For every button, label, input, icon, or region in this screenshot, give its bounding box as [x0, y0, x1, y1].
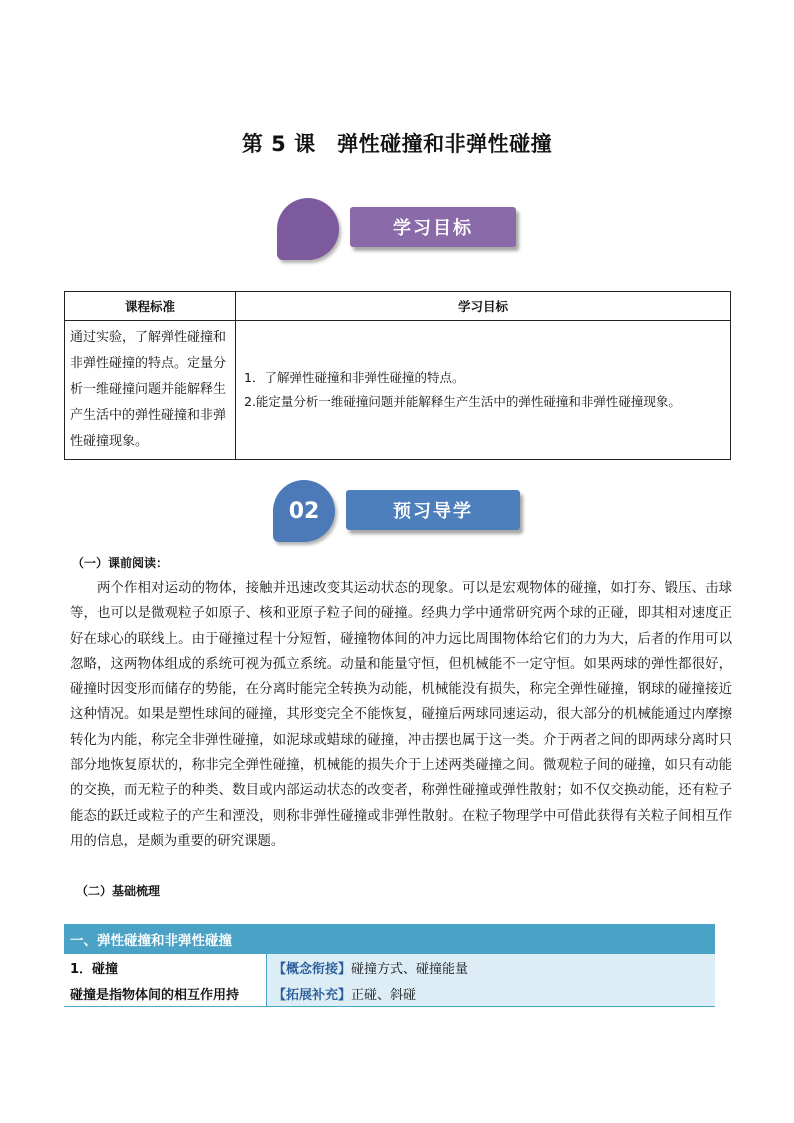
basics-heading: （二）基础梳理 — [76, 884, 161, 898]
header-standard: 课程标准 — [65, 292, 236, 321]
row-left: 1．碰撞 — [64, 954, 267, 980]
goal-cell — [236, 321, 731, 460]
basics-table-header-right — [267, 924, 716, 954]
row-text: 正碰、斜碰 — [351, 987, 417, 1003]
page-title: 第 5 课 弹性碰撞和非弹性碰撞 — [241, 132, 553, 156]
reading-heading: （一）课前阅读： — [72, 556, 169, 570]
table-row — [65, 321, 731, 460]
basics-table — [64, 924, 715, 1007]
row-left: 碰撞是指物体间的相互作用持 — [64, 980, 267, 1007]
table-header-row — [65, 292, 731, 321]
objectives-table — [64, 291, 731, 460]
section-label: 预习导学 — [346, 490, 520, 530]
row-text: 碰撞方式、碰撞能量 — [351, 961, 469, 977]
row-right — [267, 954, 716, 980]
section-number-badge: 02 — [273, 480, 335, 542]
row-right — [267, 980, 716, 1007]
row-tag: 【拓展补充】 — [273, 987, 352, 1003]
basics-table-title: 一、弹性碰撞和非弹性碰撞 — [64, 924, 267, 954]
basics-table-header — [64, 924, 715, 954]
table-row — [64, 954, 715, 980]
goal-item: 2.能定量分析一维碰撞问题并能解释生产生活中的弹性碰撞和非弹性碰撞现象。 — [244, 394, 681, 409]
reading-paragraph: 两个作相对运动的物体，接触并迅速改变其运动状态的现象。可以是宏观物体的碰撞，如打夯、锻压、击球等，也可以是微观粒子如原子、核和亚原子粒子间的碰撞。经典力学中通常研究两个球的正碰，即其相对速度正好在球心的联线上。由于碰撞过程十分短暂，碰撞物体间的冲力远比周围物体给它们的力为大，后者的作用可以忽略，这两物体组成的系统可视为孤立系统。动量和能量守恒，但机械能不一定守恒。如果两球的弹性都很好，碰撞时因变形而储存的势能，在分离时能完全转换为动能，机械能没有损失，称完全弹性碰撞，钢球的碰撞接近这种情况。如果是塑性球间的碰撞，其形变完全不能恢复，碰撞后两球同速运动，很大部分的机械能通过内摩擦转化为内能，称完全非弹性碰撞，如泥球或蜡球的碰撞，冲击摆也属于这一类。介于两者之间的即两球分离时只部分地恢复原状的，称非完全弹性碰撞，机械能的损失介于上述两类碰撞之间。微观粒子间的碰撞，如只有动能的交换，而无粒子的种类、数目或内部运动状态的改变者，称弹性碰撞或弹性散射；如不仅交换动能，还有粒子能态的跃迁或粒子的产生和湮没，则称非弹性碰撞或非弹性散射。在粒子物理学中可借此获得有关粒子间相互作用的信息，是颇为重要的研究课题。 — [70, 581, 732, 849]
goal-item: 1．了解弹性碰撞和非弹性碰撞的特点。 — [244, 370, 465, 385]
header-goal: 学习目标 — [236, 292, 731, 321]
section-circle-icon — [277, 198, 339, 260]
section-label: 学习目标 — [350, 207, 516, 247]
course-standard-cell: 通过实验，了解弹性碰撞和非弹性碰撞的特点。定量分析一维碰撞问题并能解释生产生活中的弹性碰撞和非弹性碰撞现象。 — [65, 321, 236, 460]
row-tag: 【概念衔接】 — [273, 961, 352, 977]
table-row — [64, 980, 715, 1007]
